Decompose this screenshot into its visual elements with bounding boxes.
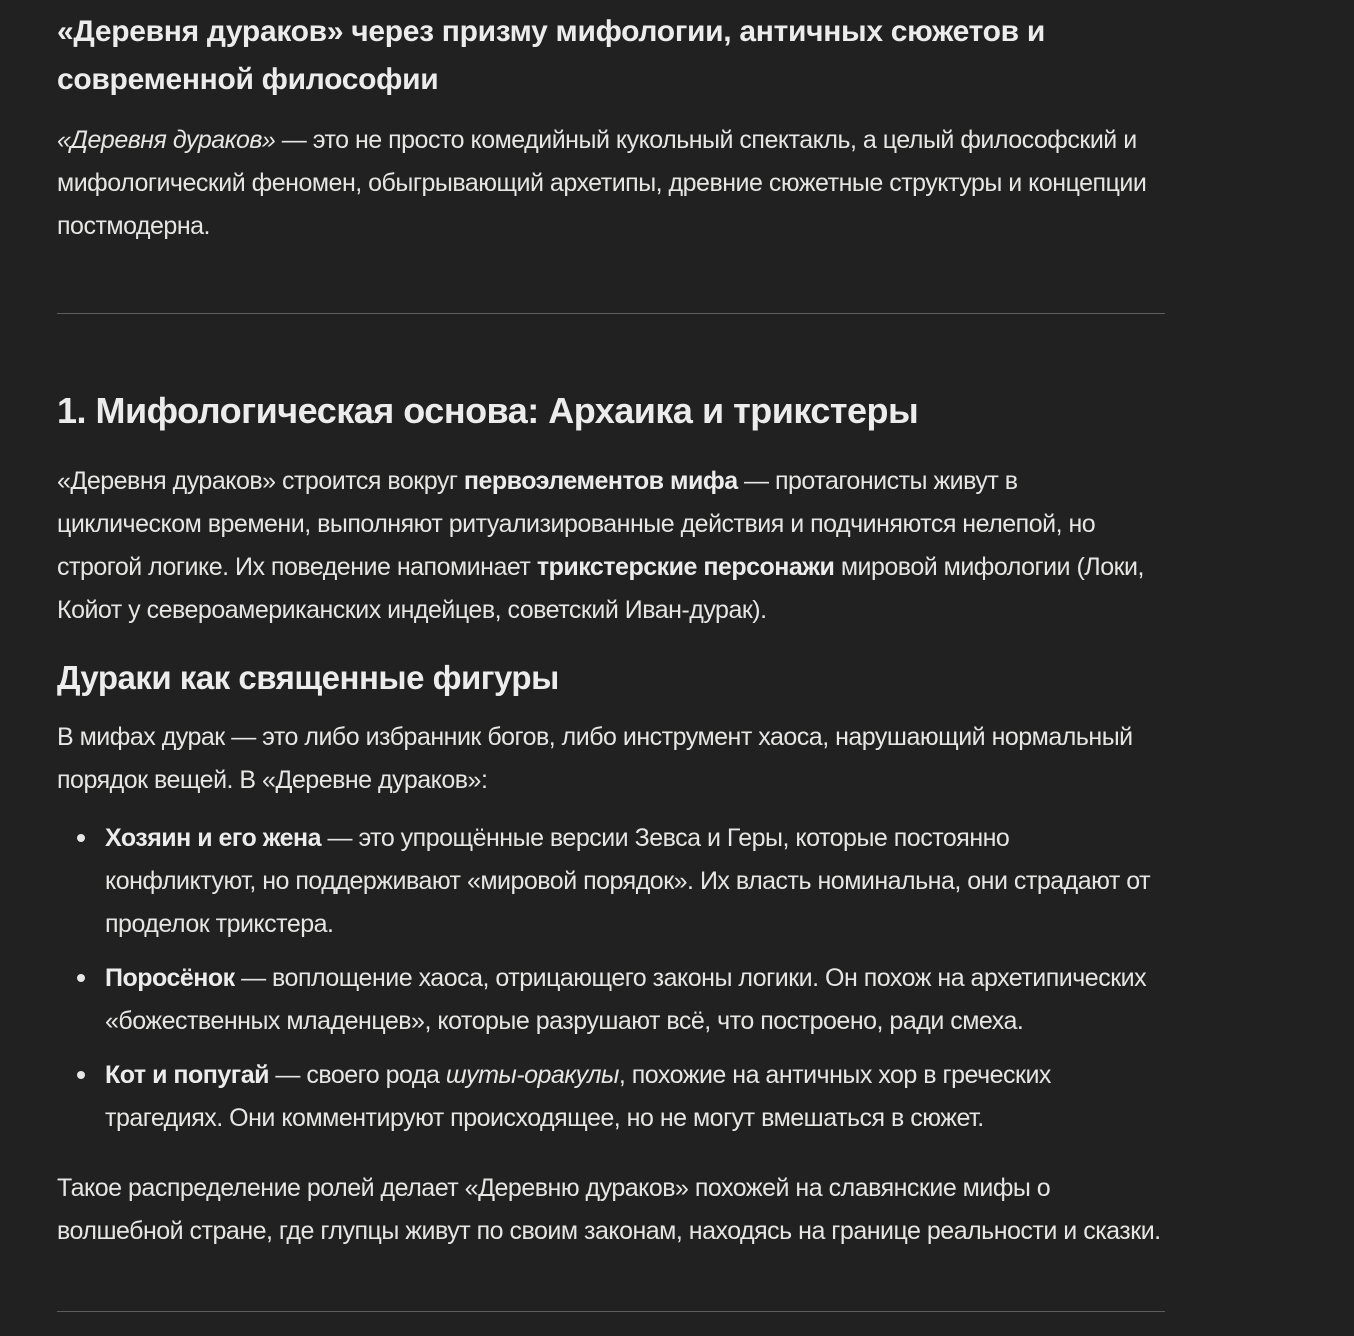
bullet-list — [57, 817, 1165, 1140]
bullet-0-mid: — это упрощённые версии Зевса и Геры, которые постоянно конфликтуют, но поддерживают «мировой порядок». Их власть номинальна, они страдают от проделок трикстера. — [105, 824, 1151, 938]
intro-italic-lead: «Деревня дураков» — [57, 126, 276, 154]
section-paragraph-1 — [57, 460, 1165, 632]
bullet-0-bold: Хозяин и его жена — [105, 824, 322, 852]
document-body — [57, 0, 1165, 1336]
section-divider-top — [57, 313, 1165, 314]
section-divider-bottom — [57, 1311, 1165, 1312]
list-item-master-and-wife — [105, 817, 1165, 946]
bullet-1-bold: Поросёнок — [105, 964, 235, 992]
para1-text-1: «Деревня дураков» строится вокруг — [57, 467, 464, 495]
para1-bold-1: первоэлементов мифа — [463, 467, 738, 495]
section-heading: 1. Мифологическая основа: Архаика и трикстеры — [57, 390, 919, 431]
section-paragraph-3: Такое распределение ролей делает «Деревню дураков» похожей на славянские мифы о волшебной стране, где глупцы живут по своим законам, находясь на границе реальности и сказки. — [57, 1174, 1161, 1245]
document-title: «Деревня дураков» через призму мифологии, античных сюжетов и современной философии — [57, 15, 1045, 96]
intro-text: — это не просто комедийный кукольный спектакль, а целый философский и мифологический феномен, обыгрывающий архетипы, древние сюжетные структуры и концепции постмодерна. — [57, 126, 1147, 240]
bullet-2-italic: шуты-оракулы — [445, 1061, 619, 1089]
list-item-piglet — [105, 957, 1165, 1043]
bullet-2-tail: , похожие на античных хор в греческих трагедиях. Они комментируют происходящее, но не могут вмешаться в сюжет. — [105, 1061, 1051, 1132]
subsection-heading: Дураки как священные фигуры — [57, 659, 559, 696]
intro-paragraph — [57, 119, 1165, 248]
para1-bold-2: трикстерские персонажи — [536, 553, 835, 581]
bullet-2-bold: Кот и попугай — [105, 1061, 269, 1089]
para1-text-2: — протагонисты живут в циклическом времени, выполняют ритуализированные действия и подчиняются нелепой, но строгой логике. Их поведение напоминает — [57, 467, 1096, 581]
bullet-2-mid: — своего рода — [268, 1061, 446, 1089]
section-paragraph-2: В мифах дурак — это либо избранник богов, либо инструмент хаоса, нарушающий нормальный порядок вещей. В «Деревне дураков»: — [57, 723, 1133, 794]
para1-text-3: мировой мифологии (Локи, Койот у североамериканских индейцев, советский Иван-дурак). — [57, 553, 1144, 624]
bullet-1-mid: — воплощение хаоса, отрицающего законы логики. Он похож на архетипических «божественных младенцев», которые разрушают всё, что построено, ради смеха. — [105, 964, 1147, 1035]
list-item-cat-and-parrot — [105, 1054, 1165, 1140]
